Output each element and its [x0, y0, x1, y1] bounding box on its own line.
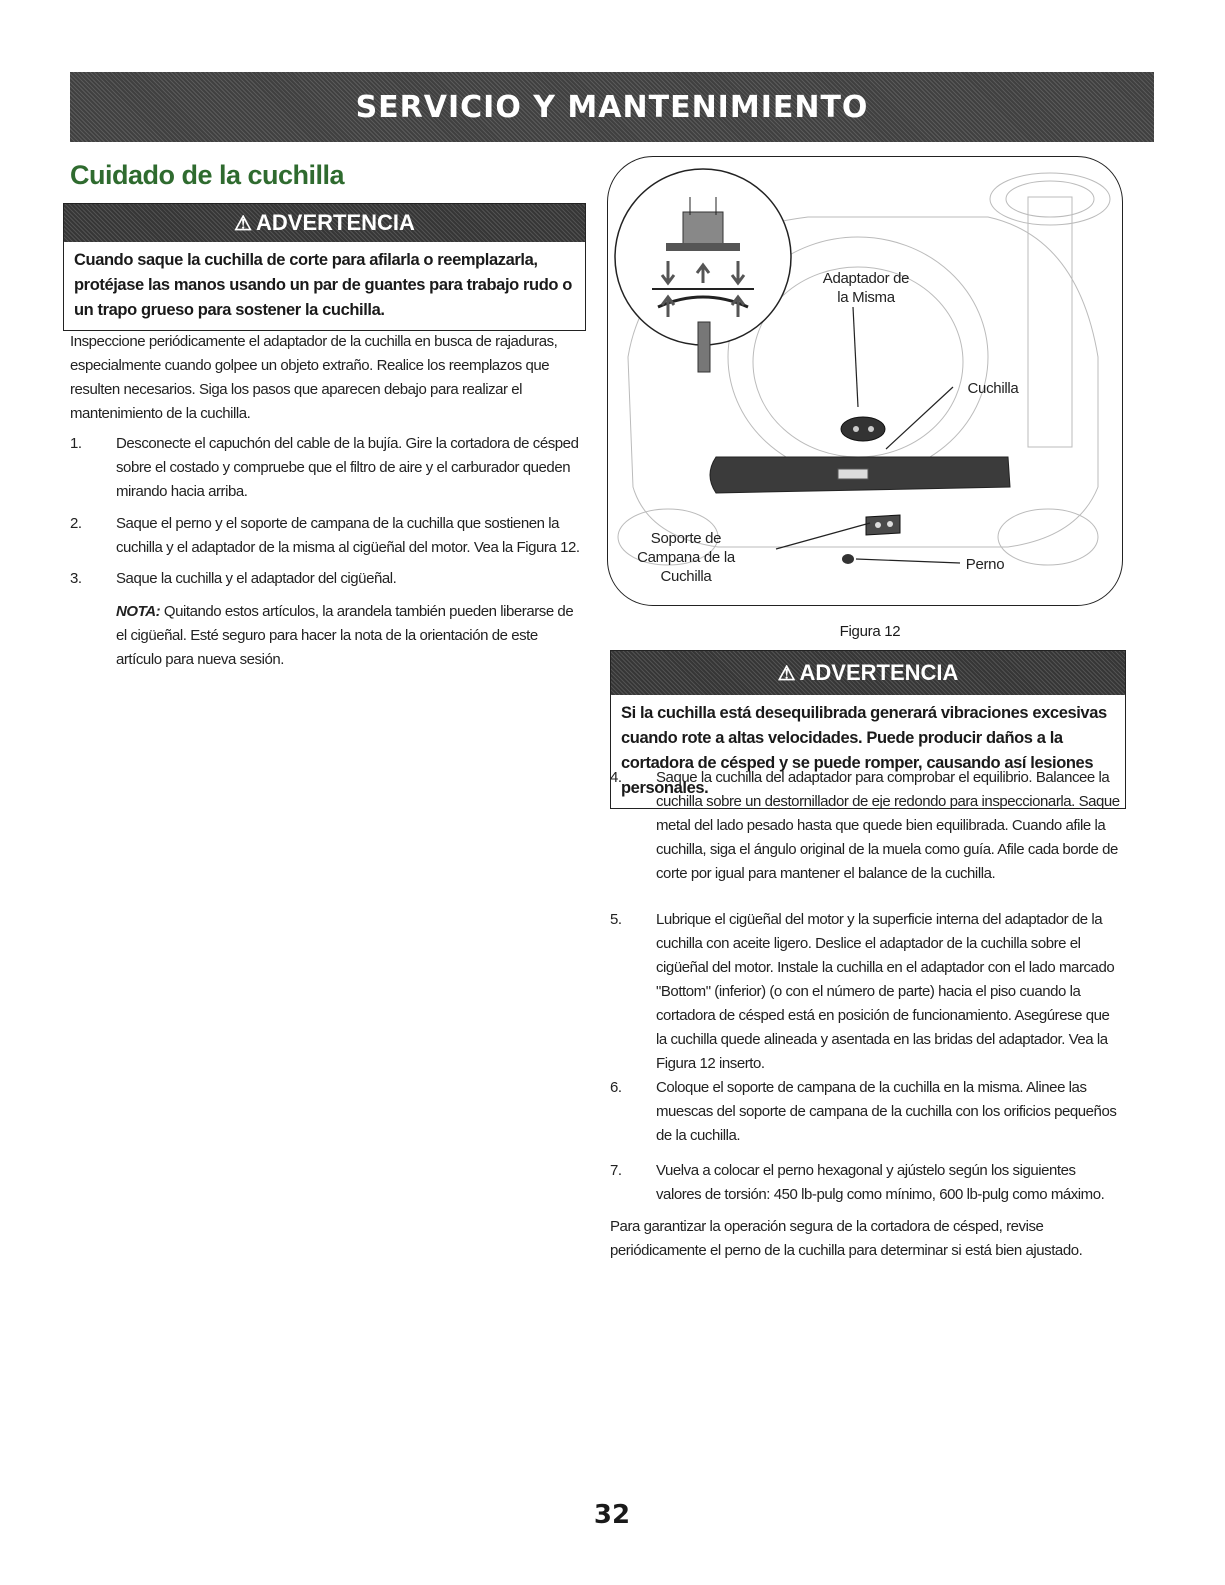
intro-paragraph: Inspeccione periódicamente el adaptador de la cuchilla en busca de rajaduras, especialmente cuando golpee un objeto extraño. Realice los reemplazos que resulten necesarios. Siga los pasos que aparecen debajo para realizar el mantenimiento de la cuchilla.: [70, 333, 558, 422]
step-text: Saque la cuchilla del adaptador para comprobar el equilibrio. Balancee la cuchilla sobre un destornillador de eje redondo para inspeccionarla. Saque metal del lado pesado hasta que quede bien equilibrada. Cuando afile la cuchilla, siga el ángulo original de la muela como guía. Afile cada borde de corte por igual para mantener el balance de la cuchilla.: [656, 769, 1120, 882]
step-item: [610, 1076, 1122, 1148]
step-text: Saque la cuchilla y el adaptador del cigüeñal.: [116, 570, 397, 587]
step-text: Desconecte el capuchón del cable de la bujía. Gire la cortadora de césped sobre el costado y compruebe que el filtro de aire y el carburador queden mirando hacia arriba.: [116, 435, 579, 500]
note-text: Quitando estos artículos, la arandela también pueden liberarse de el cigüeñal. Esté seguro para hacer la nota de la orientación de este artículo para nueva sesión.: [116, 603, 574, 668]
warning-header-2: [611, 651, 1125, 695]
step-text: Lubrique el cigüeñal del motor y la superficie interna del adaptador de la cuchilla con aceite ligero. Deslice el adaptador de la cuchilla sobre el cigüeñal del motor. Instale la cuchilla en el adaptador con el lado marcado "Bottom" (inferior) (o con el número de parte) hacia el piso cuando la cortadora de césped está en posición de funcionamiento. Asegúrese que la cuchilla quede alineada y asentada en las bridas del adaptador. Vea la Figura 12 inserto.: [656, 911, 1115, 1072]
warning-label-2: ADVERTENCIA: [799, 660, 959, 685]
label-cuchilla: Cuchilla: [967, 380, 1019, 397]
step-item: [610, 1159, 1122, 1207]
step-number: 4.: [610, 769, 622, 786]
warning-text-1: Cuando saque la cuchilla de corte para afilarla o reemplazarla, protéjase las manos usando un par de guantes para trabajo rudo o un trapo grueso para sostener la cuchilla.: [74, 251, 572, 319]
section-header-band: [70, 72, 1154, 142]
page-number: 32: [593, 1500, 631, 1530]
page-header-title: SERVICIO Y MANTENIMIENTO: [355, 89, 869, 125]
figure-12-frame: [607, 156, 1123, 606]
warning-text-2: Si la cuchilla está desequilibrada generará vibraciones excesivas cuando rote a altas velocidades. Puede producir daños a la cortadora de césped y se puede romper, causando así lesiones personales.: [621, 704, 1107, 797]
warning-label-1: ADVERTENCIA: [256, 210, 415, 235]
warning-triangle-icon: ⚠: [777, 662, 796, 685]
section-title: Cuidado de la cuchilla: [70, 160, 345, 190]
step-item: [70, 512, 580, 560]
step-text: Vuelva a colocar el perno hexagonal y ajústelo según los siguientes valores de torsión: 450 lb-pulg como mínimo, 600 lb-pulg como máximo.: [656, 1162, 1105, 1203]
note-paragraph: [116, 600, 580, 672]
label-adaptador: Adaptador de la Misma: [822, 270, 910, 306]
closing-paragraph: Para garantizar la operación segura de la cortadora de césped, revise periódicamente el perno de la cuchilla para determinar si está bien ajustado.: [610, 1218, 1083, 1259]
step-number: 7.: [610, 1162, 622, 1179]
step-number: 6.: [610, 1079, 622, 1096]
label-perno: Perno: [965, 556, 1005, 573]
step-number: 1.: [70, 435, 82, 452]
warning-triangle-icon: ⚠: [234, 212, 253, 235]
step-text: Saque el perno y el soporte de campana de la cuchilla que sostienen la cuchilla y el adaptador de la misma al cigüeñal del motor. Vea la Figura 12.: [116, 515, 580, 556]
step-number: 3.: [70, 570, 82, 587]
step-number: 2.: [70, 515, 82, 532]
step-item: [610, 908, 1122, 1076]
warning-header-1: [64, 204, 585, 242]
note-label: NOTA:: [116, 603, 161, 620]
figure-caption: Figura 12: [839, 623, 901, 640]
label-soporte: Soporte de Campana de la Cuchilla: [637, 530, 735, 585]
step-text: Coloque el soporte de campana de la cuchilla en la misma. Alinee las muescas del soporte de campana de la cuchilla con los orificios pequeños de la cuchilla.: [656, 1079, 1117, 1144]
warning-box-1: [63, 203, 586, 331]
step-item: [70, 567, 580, 591]
step-item: [610, 766, 1122, 886]
step-item: [70, 432, 580, 504]
step-number: 5.: [610, 911, 622, 928]
